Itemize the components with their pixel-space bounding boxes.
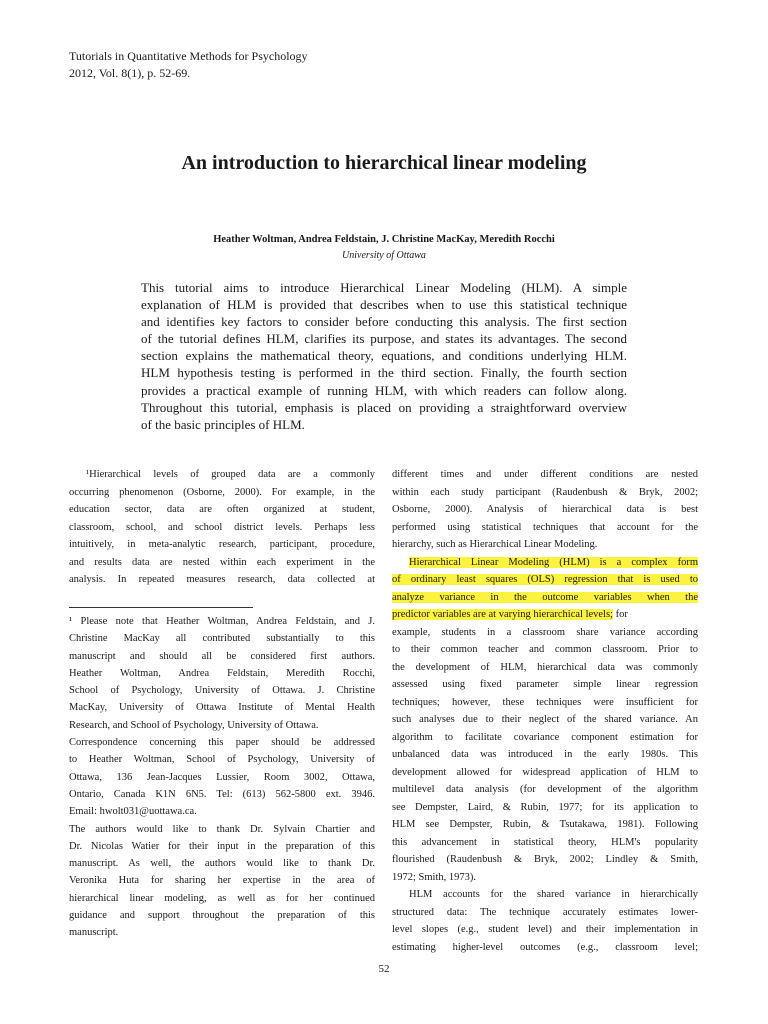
abstract-line: HLM hypothesis testing is performed in the third section. Finally, the fourth section — [141, 365, 627, 381]
footnote-line: manuscript. — [69, 927, 119, 939]
affiliation: University of Ottawa — [342, 250, 426, 261]
journal-header — [69, 48, 308, 82]
highlight: analyze variance in the outcome variables when the — [392, 591, 698, 603]
author-list: Heather Woltman, Andrea Feldstain, J. Christine MacKay, Meredith Rocchi — [213, 234, 555, 245]
highlight-tail: for — [612, 609, 628, 620]
footnote-line: Ontario, Canada K1N 6N5. Tel: (613) 562-5800 ext. 3946. — [69, 788, 375, 800]
journal-name: Tutorials in Quantitative Methods for Psychology — [69, 49, 308, 63]
body-line: estimating higher-level outcomes (e.g., classroom level; — [392, 941, 698, 953]
abstract-line: of the tutorial defines HLM, clarifies its purpose, and states its advantages. The second — [141, 331, 627, 347]
abstract-line: explanation of HLM is provided that describes when to use this statistical technique — [141, 297, 627, 313]
journal-citation: 2012, Vol. 8(1), p. 52-69. — [69, 66, 191, 80]
abstract-line: This tutorial aims to introduce Hierarchical Linear Modeling (HLM). A simple — [141, 280, 627, 295]
highlight: of ordinary least squares (OLS) regression that is used to — [392, 574, 698, 585]
body-line: 1972; Smith, 1973). — [392, 871, 477, 883]
body-line: multilevel data analysis (for development of the algorithm — [392, 784, 698, 795]
highlighted-line — [392, 606, 698, 624]
body-line: ¹Hierarchical levels of grouped data are a commonly — [86, 469, 375, 480]
footnote — [69, 613, 375, 942]
body-line: assessed using fixed parameter simple linear regression — [392, 679, 698, 690]
abstract — [141, 279, 627, 433]
abstract-line: and identifies key factors to consider before conducting this analysis. The first section — [141, 314, 627, 330]
body-line: analysis. In repeated measures research, data collected at — [69, 574, 375, 585]
footnote-line: Christine MacKay all contributed substantially to this — [69, 633, 375, 645]
abstract-line: section explains the mathematical theory, equations, and conditions underlying HLM. — [141, 348, 627, 364]
footnote-line: School of Psychology, University of Ottawa. J. Christine — [69, 685, 375, 697]
body-line: the development of HLM, hierarchical data was commonly — [392, 661, 698, 673]
footnote-line: hierarchical linear modeling, as well as for her continued — [69, 892, 375, 904]
highlight: predictor variables are at varying hierarchical levels; — [392, 609, 613, 620]
footnote-line: The authors would like to thank Dr. Sylvain Chartier and — [69, 823, 375, 835]
body-line: unbalanced data was introduced in the early 1980s. This — [392, 749, 698, 760]
body-line: example, students in a classroom share variance according — [392, 626, 698, 638]
body-line: within each study participant (Raudenbush & Bryk, 2002; — [392, 486, 698, 498]
footnote-line: manuscript. As well, the authors would like to thank Dr. — [69, 858, 375, 870]
highlighted-line — [392, 589, 698, 607]
highlight: Hierarchical Linear Modeling (HLM) is a complex form — [409, 556, 698, 568]
body-line: classroom, school, and school district levels. Perhaps less — [69, 521, 375, 533]
body-line: performed using statistical techniques that account for the — [392, 521, 698, 533]
footnote-email: Email: hwolt031@uottawa.ca. — [69, 806, 197, 818]
footnote-line: Heather Woltman, Andrea Feldstain, Meredith Rocchi, — [69, 667, 375, 679]
abstract-line: Throughout this tutorial, emphasis is placed on providing a straightforward overview — [141, 399, 627, 415]
body-line: this advancement in statistical theory, HLM's popularity — [392, 836, 698, 848]
body-line: and results data are nested within each experiment in the — [69, 556, 375, 568]
highlighted-line — [392, 554, 698, 572]
footnote-line: MacKay, University of Ottawa Institute of Mental Health — [69, 702, 375, 714]
highlighted-line — [392, 571, 698, 589]
body-line: education sector, data are often organized at student, — [69, 504, 375, 515]
body-line: intuitively, in meta-analytic research, participant, procedure, — [69, 539, 375, 550]
footnote-line: Correspondence concerning this paper should be addressed — [69, 737, 375, 749]
body-line: structured data: The technique accurately estimates lower- — [392, 906, 698, 918]
body-line: algorithm to facilitate covariance component estimation for — [392, 731, 698, 743]
footnote-line: ¹ Please note that Heather Woltman, Andrea Feldstain, and J. — [69, 616, 375, 627]
footnote-line: to Heather Woltman, School of Psychology, University of — [69, 754, 375, 766]
article-title: An introduction to hierarchical linear modeling — [181, 152, 587, 174]
footnote-line: Research, and School of Psychology, University of Ottawa. — [69, 719, 319, 731]
footnote-line: Ottawa, 136 Jean-Jacques Lussier, Room 3002, Ottawa, — [69, 771, 375, 783]
body-line: hierarchy, such as Hierarchical Linear Modeling. — [392, 539, 598, 550]
body-line: flourished (Raudenbush & Bryk, 2002; Lindley & Smith, — [392, 854, 698, 865]
body-line: occurring phenomenon (Osborne, 2000). For example, in the — [69, 486, 375, 498]
body-line: HLM see Dempster, Rubin, & Tsutakawa, 1981). Following — [392, 819, 698, 830]
body-line: such analyses due to their neglect of the shared variance. An — [392, 714, 698, 725]
body-line: to their common teacher and common classroom. Prior to — [392, 644, 698, 655]
body-line: different times and under different conditions are nested — [392, 469, 698, 480]
left-column-body — [69, 466, 375, 589]
footnote-line: manuscript and should all be considered first authors. — [69, 650, 375, 662]
body-line: HLM accounts for the shared variance in hierarchically — [409, 889, 698, 900]
abstract-line: of the basic principles of HLM. — [141, 416, 305, 432]
page-number: 52 — [378, 963, 390, 975]
body-line: techniques; however, these techniques were insufficient for — [392, 696, 698, 708]
right-column-body — [392, 466, 698, 956]
body-line: Osborne, 2000). Analysis of hierarchical data is best — [392, 504, 698, 515]
body-line: development allowed for widespread application of HLM to — [392, 766, 698, 778]
footnote-line: guidance and support throughout the preparation of this — [69, 910, 375, 922]
abstract-line: provides a practical example of running HLM, with which readers can follow along. — [141, 382, 627, 398]
body-line: level slopes (e.g., student level) and their implementation in — [392, 924, 698, 935]
body-line: see Dempster, Laird, & Rubin, 1977; for its application to — [392, 801, 698, 813]
footnote-divider — [69, 607, 253, 608]
footnote-line: Veronika Huta for sharing her expertise in the area of — [69, 875, 375, 887]
footnote-line: Dr. Nicolas Watier for their input in the preparation of this — [69, 840, 375, 852]
